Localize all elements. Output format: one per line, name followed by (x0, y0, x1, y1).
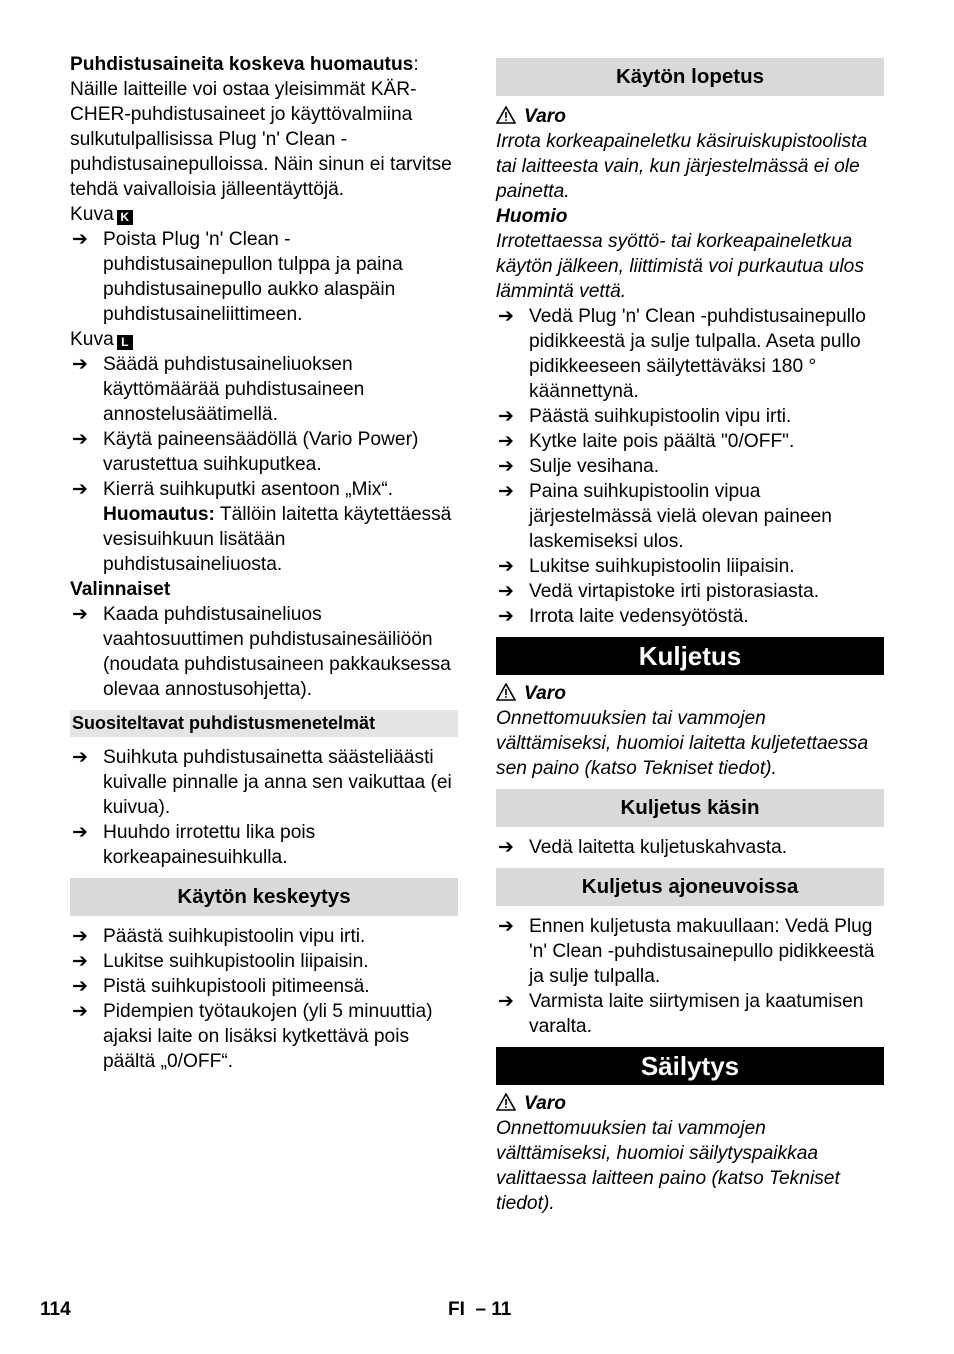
note-title: Puhdistusaineita koskeva huomautus (70, 54, 414, 75)
section-heading-interrupt: Käytön keskeytys (70, 878, 458, 916)
step-text: Ennen kuljetusta makuullaan: Vedä Plug 'n' Clean -puhdistusainepullo pidikkeestä ja sulje tulpalla. (529, 916, 875, 987)
step-text: Poista Plug 'n' Clean -puhdistusainepullon tulppa ja paina puhdistusainepullo aukko alaspäin puhdistusaineliittimeen. (103, 229, 403, 325)
end-note-text: Irrotettaessa syöttö- tai korkeapaineletkua käytön jälkeen, liittimistä voi purkautua ulos lämmintä vettä. (496, 231, 864, 302)
step-text: Pistä suihkupistooli pitimeensä. (103, 976, 370, 997)
left-column (70, 52, 458, 1074)
section-heading-storage: Säilytys (496, 1047, 884, 1085)
arrow-right-icon: ➔ (498, 916, 514, 937)
optional-title: Valinnaiset (70, 579, 171, 600)
step-text: Lukitse suihkupistoolin liipaisin. (103, 951, 369, 972)
step-text: Varmista laite siirtymisen ja kaatumisen varalta. (529, 991, 864, 1037)
arrow-right-icon: ➔ (498, 606, 514, 627)
step-item (496, 914, 884, 989)
warning-line (496, 681, 884, 706)
step-item (496, 835, 884, 860)
step-text: Säädä puhdistusaineliuoksen käyttömäärää puhdistusaineen annostelusäätimellä. (103, 354, 365, 425)
warning-label: Varo (524, 106, 566, 127)
arrow-right-icon: ➔ (72, 976, 88, 997)
section-heading-recommended: Suositeltavat puhdistusmenetelmät (70, 710, 458, 737)
transport-warning-text: Onnettomuuksien tai vammojen välttämiseksi, huomioi laitetta kuljetettaessa sen paino (katso Tekniset tiedot). (496, 708, 869, 779)
step-item (496, 479, 884, 554)
figure-ref-l (70, 327, 458, 352)
page-number: 114 (40, 1299, 71, 1320)
step-item (70, 602, 458, 702)
step-item (496, 304, 884, 404)
step-text: Lukitse suihkupistoolin liipaisin. (529, 556, 795, 577)
arrow-right-icon: ➔ (498, 406, 514, 427)
note-colon: : (413, 54, 419, 75)
figure-label: Kuva (70, 204, 114, 225)
end-warning-text: Irrota korkeapaineletku käsiruiskupistoolista tai laitteesta vain, kun järjestelmässä ei ole painetta. (496, 131, 868, 202)
arrow-right-icon: ➔ (72, 479, 88, 500)
step-item (70, 227, 458, 327)
arrow-right-icon: ➔ (72, 229, 88, 250)
step-item (70, 427, 458, 477)
step-item (70, 745, 458, 820)
storage-warning-text: Onnettomuuksien tai vammojen välttämiseksi, huomioi säilytyspaikkaa valittaessa laitteen paino (katso Tekniset tiedot). (496, 1118, 840, 1214)
warning-line (496, 1091, 884, 1116)
end-note-label: Huomio (496, 206, 568, 227)
step-item (70, 477, 458, 577)
step-text: Vedä virtapistoke irti pistorasiasta. (529, 581, 820, 602)
step-text: Kierrä suihkuputki asentoon „Mix“. (103, 479, 394, 500)
section-heading-hand-transport: Kuljetus käsin (496, 789, 884, 827)
note-label: Huomautus: (103, 504, 215, 525)
section-heading-transport: Kuljetus (496, 637, 884, 675)
step-text: Päästä suihkupistoolin vipu irti. (529, 406, 792, 427)
right-column (496, 50, 884, 1216)
arrow-right-icon: ➔ (72, 1001, 88, 1022)
arrow-right-icon: ➔ (498, 581, 514, 602)
warning-label: Varo (524, 1093, 566, 1114)
arrow-right-icon: ➔ (72, 354, 88, 375)
step-text: Vedä Plug 'n' Clean -puhdistusainepullo pidikkeestä ja sulje tulpalla. Aseta pullo pidikkeeseen säilytettäväksi 180 ° käännettynä. (529, 306, 866, 402)
arrow-right-icon: ➔ (498, 481, 514, 502)
warning-triangle-icon (496, 106, 516, 124)
warning-label: Varo (524, 683, 566, 704)
figure-label: Kuva (70, 329, 114, 350)
step-item (70, 949, 458, 974)
note-text: Tällöin laitetta käytettäessä vesisuihkuun lisätään puhdistusaineliuosta. (103, 504, 452, 575)
figure-ref-k (70, 202, 458, 227)
step-item (496, 604, 884, 629)
step-text: Kytke laite pois päältä "0/OFF". (529, 431, 795, 452)
step-item (496, 454, 884, 479)
step-text: Päästä suihkupistoolin vipu irti. (103, 926, 366, 947)
step-text: Paina suihkupistoolin vipua järjestelmässä vielä olevan paineen laskemiseksi ulos. (529, 481, 832, 552)
arrow-right-icon: ➔ (498, 556, 514, 577)
step-text: Irrota laite vedensyötöstä. (529, 606, 749, 627)
step-item (70, 820, 458, 870)
step-text: Vedä laitetta kuljetuskahvasta. (529, 837, 788, 858)
step-text: Suihkuta puhdistusainetta säästeliäästi kuivalle pinnalle ja anna sen vaikuttaa (ei kuivua). (103, 747, 452, 818)
arrow-right-icon: ➔ (498, 456, 514, 477)
cleaning-agent-note (70, 52, 458, 77)
step-item (496, 579, 884, 604)
arrow-right-icon: ➔ (498, 837, 514, 858)
arrow-right-icon: ➔ (72, 822, 88, 843)
step-item (70, 974, 458, 999)
section-heading-vehicle-transport: Kuljetus ajoneuvoissa (496, 868, 884, 906)
warning-triangle-icon (496, 683, 516, 701)
arrow-right-icon: ➔ (72, 951, 88, 972)
arrow-right-icon: ➔ (498, 991, 514, 1012)
figure-letter-l: L (117, 335, 133, 350)
note-text: Näille laitteille voi ostaa yleisimmät KÄR-CHER-puhdistusaineet jo käyttövalmiina sulkutulpallisissa Plug 'n' Clean -puhdistusainepulloissa. Näin sinun ei tarvitse tehdä vaivalloisia jälleentäyttöjä. (70, 79, 452, 200)
step-text: Kaada puhdistusaineliuos vaahtosuuttimen puhdistusainesäiliöön (noudata puhdistusaineen pakkauksessa olevaa annostusohjetta). (103, 604, 451, 700)
arrow-right-icon: ➔ (498, 431, 514, 452)
section-heading-end: Käytön lopetus (496, 58, 884, 96)
step-text: Sulje vesihana. (529, 456, 660, 477)
step-item (70, 999, 458, 1074)
step-item (496, 554, 884, 579)
step-item (70, 352, 458, 427)
language-page-label: FI – 11 (448, 1299, 512, 1320)
arrow-right-icon: ➔ (72, 604, 88, 625)
step-item (496, 429, 884, 454)
arrow-right-icon: ➔ (498, 306, 514, 327)
arrow-right-icon: ➔ (72, 429, 88, 450)
step-item (70, 924, 458, 949)
step-text: Käytä paineensäädöllä (Vario Power) varustettua suihkuputkea. (103, 429, 419, 475)
step-item (496, 404, 884, 429)
step-text: Pidempien työtaukojen (yli 5 minuuttia) ajaksi laite on lisäksi kytkettävä pois päältä „0/OFF“. (103, 1001, 433, 1072)
arrow-right-icon: ➔ (72, 747, 88, 768)
warning-triangle-icon (496, 1093, 516, 1111)
step-item (496, 989, 884, 1039)
figure-letter-k: K (117, 210, 133, 225)
step-text: Huuhdo irrotettu lika pois korkeapainesuihkulla. (103, 822, 316, 868)
arrow-right-icon: ➔ (72, 926, 88, 947)
warning-line (496, 104, 884, 129)
